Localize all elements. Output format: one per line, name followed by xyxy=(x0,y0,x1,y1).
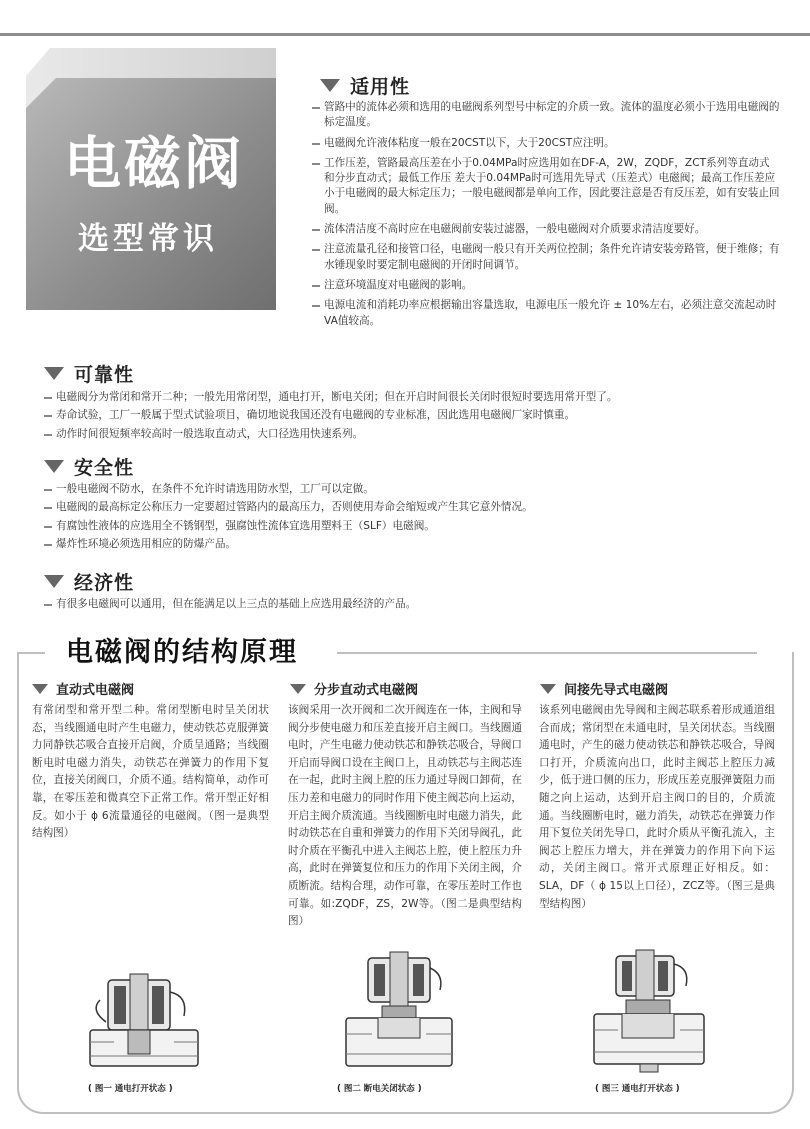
economy-list xyxy=(44,597,789,617)
triangle-down-icon xyxy=(290,684,306,694)
column-text: 该系列电磁阀由先导阀和主阀芯联系着形成通道组合而成；常闭型在未通电时，呈关闭状态。当线圈通电时，产生的磁力使动铁芯和静铁芯吸合，导阀口打开，介质流向出口，此时主阀芯上腔压力减少，低于进口侧的压力，形成压差克服弹簧阻力而随之向上运动，达到开启主阀口的目的，介质流通。当线圈断电时，磁力消失，动铁芯在弹簧力作用下复位关闭先导口，此时介质从平衡孔流入，主阀芯上腔压力增大，并在弹簧力的作用下向下运动，关闭主阀口。常开式原理正好相反。如：SLA，DF（ ϕ 15以上口径），ZCZ等。（图三是典型结构图） xyxy=(539,704,775,910)
list-item: 电磁阀允许液体粘度一般在20CST以下，大于20CST应注明。 xyxy=(312,136,780,151)
col-pilot-header xyxy=(540,679,668,698)
col-direct-header xyxy=(32,679,134,698)
list-item: 爆炸性环境必须选用相应的防爆产品。 xyxy=(44,537,789,552)
column-text: 该阀采用一次开阀和二次开阀连在一体，主阀和导阀分步使电磁力和压差直接开启主阀口。当线圈通电时，产生电磁力使动铁芯和静铁芯吸合，导阀口开启而导阀口设在主阀口上，且动铁芯与主阀芯连在一起，此时主阀上腔的压力通过导阀口卸荷，在压力差和电磁力的同时作用下使主阀芯向上运动，开启主阀介质流通。当线圈断电时电磁力消失，此时动铁芯在自重和弹簧力的作用下关闭导阀孔，此时介质在平衡孔中进入主阀芯上腔，使上腔压力升高，此时在弹簧复位和压力的作用下关闭主阀，介质断流。结构合理，动作可靠，在零压差时工作也可靠。如:ZQDF，ZS，2W等。（图二是典型结构图） xyxy=(288,704,522,928)
section-title: 可靠性 xyxy=(74,364,135,386)
economy-header xyxy=(44,568,134,595)
column-text: 有常闭型和常开型二种。常闭型断电时呈关闭状态，当线圈通电时产生电磁力，使动铁芯克服弹簧力同静铁芯吸合直接开启阀，介质呈通路；当线圈断电时电磁力消失，动铁芯在弹簧力的作用下复位，直接关闭阀口，介质不通。结构简单，动作可靠，在零压差和微真空下正常工作。常开型正好相反。如小于 ϕ 6流量通径的电磁阀。（图一是典型结构图） xyxy=(32,704,269,840)
list-item: 有腐蚀性液体的应选用全不锈钢型，强腐蚀性流体宜选用塑料王（SLF）电磁阀。 xyxy=(44,519,789,534)
hero-subtitle: 选型常识 xyxy=(78,221,218,257)
reliability-list xyxy=(44,390,789,445)
valve-diagram-1-image xyxy=(80,970,210,1076)
section-title: 经济性 xyxy=(74,572,135,594)
figure-caption: ( 图三 通电打开状态 ) xyxy=(595,1084,680,1094)
triangle-down-icon xyxy=(44,367,64,380)
structure-title: 电磁阀的结构原理 xyxy=(60,630,304,669)
list-item: 管路中的流体必须和选用的电磁阀系列型号中标定的介质一致。流体的温度必须小于选用电磁阀的标定温度。 xyxy=(312,100,780,131)
hero-title: 电磁阀 xyxy=(64,131,244,197)
list-item: 一般电磁阀不防水，在条件不允许时请选用防水型，工厂可以定做。 xyxy=(44,482,789,497)
list-item: 电磁阀分为常闭和常开二种；一般先用常闭型，通电打开，断电关闭；但在开启时间很长关闭时很短时要选用常开型了。 xyxy=(44,390,789,405)
top-rule xyxy=(0,33,810,36)
list-item: 流体清洁度不高时应在电磁阀前安装过滤器，一般电磁阀对介质要求清洁度要好。 xyxy=(312,222,780,237)
panel-border xyxy=(337,652,757,654)
hero-badge xyxy=(26,48,276,310)
list-item: 动作时间很短频率较高时一般选取直动式，大口径选用快速系列。 xyxy=(44,427,789,442)
section-title: 安全性 xyxy=(74,457,135,479)
applicability-list xyxy=(312,100,780,334)
list-item: 电磁阀的最高标定公称压力一定要超过管路内的最高压力，否则使用寿命会缩短或产生其它意外情况。 xyxy=(44,500,789,515)
column-title: 分步直动式电磁阀 xyxy=(314,683,419,698)
list-item: 寿命试验，工厂一般属于型式试验项目，确切地说我国还没有电磁阀的专业标准，因此选用电磁阀厂家时慎重。 xyxy=(44,408,789,423)
applicability-header xyxy=(320,72,410,99)
triangle-down-icon xyxy=(540,684,556,694)
column-title: 直动式电磁阀 xyxy=(56,683,135,698)
section-title: 适用性 xyxy=(350,76,411,98)
triangle-down-icon xyxy=(44,460,64,473)
valve-diagram-2-image xyxy=(338,950,460,1076)
list-item: 电源电流和消耗功率应根据输出容量选取，电源电压一般允许 ± 10%左右，必须注意交流起动时VA值较高。 xyxy=(312,298,780,329)
safety-header xyxy=(44,453,134,480)
list-item: 有很多电磁阀可以通用，但在能满足以上三点的基础上应选用最经济的产品。 xyxy=(44,597,789,612)
column-title: 间接先导式电磁阀 xyxy=(564,683,669,698)
valve-diagram-3-image xyxy=(588,948,710,1076)
figure-caption: ( 图一 通电打开状态 ) xyxy=(88,1084,173,1094)
list-item: 工作压差，管路最高压差在小于0.04MPa时应选用如在DF-A，2W，ZQDF，ZCT系列等直动式和分步直动式；最低工作压 差大于0.04MPa时可选用先导式（压差式）电磁阀；最高工作压差应小于电磁阀的最大标定压力；一般电磁阀都是单向工作，因此要注意是否有反压差，如有安装止回阀。 xyxy=(312,156,780,217)
col-stepped-header xyxy=(290,679,418,698)
triangle-down-icon xyxy=(44,575,64,588)
figure-caption: ( 图二 断电关闭状态 ) xyxy=(337,1084,422,1094)
triangle-down-icon xyxy=(320,79,340,92)
panel-border xyxy=(17,652,45,654)
list-item: 注意流量孔径和接管口径，电磁阀一般只有开关两位控制；条件允许请安装旁路管，便于维修；有水锤现象时要定制电磁阀的开闭时间调节。 xyxy=(312,242,780,273)
triangle-down-icon xyxy=(32,684,48,694)
list-item: 注意环境温度对电磁阀的影响。 xyxy=(312,278,780,293)
safety-list xyxy=(44,482,789,555)
reliability-header xyxy=(44,360,134,387)
